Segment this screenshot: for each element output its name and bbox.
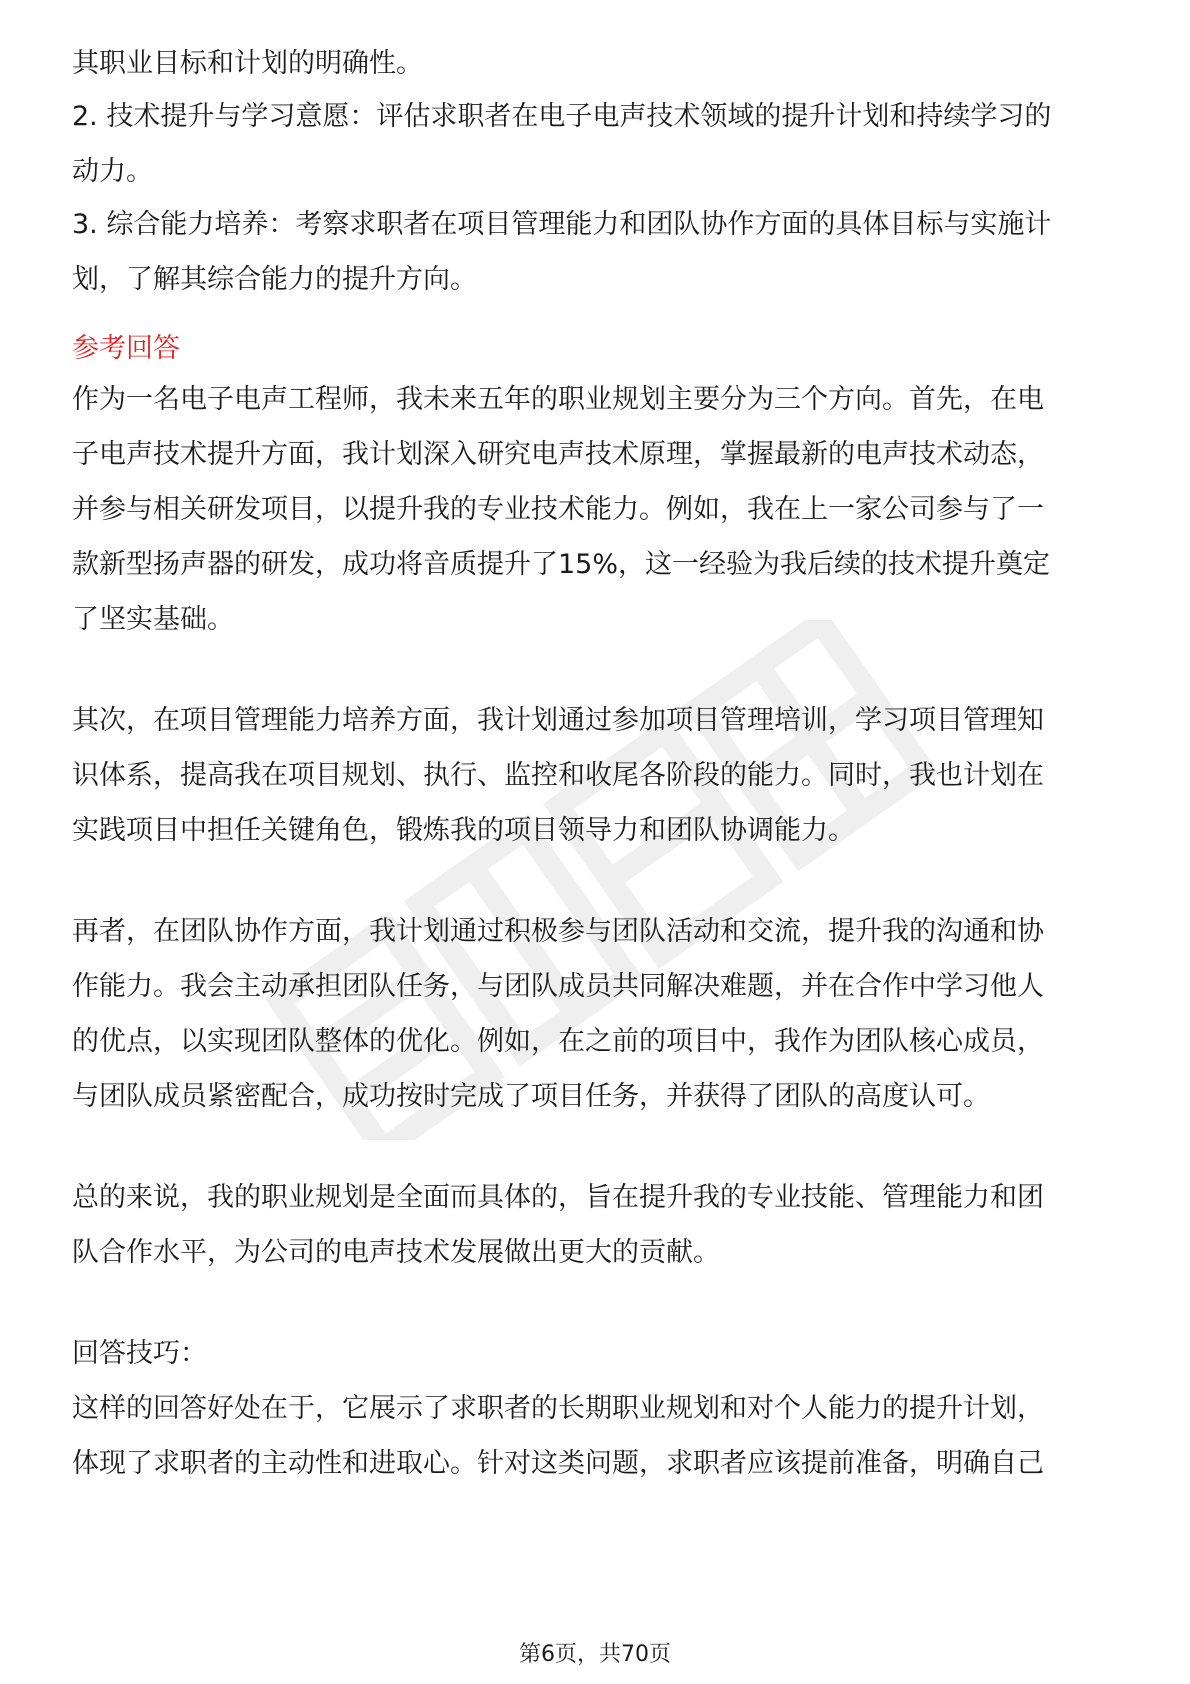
intro-paragraph [72, 44, 1122, 83]
text-line: 2. 技术提升与学习意愿：评估求职者在电子电声技术领域的提升计划和持续学习的 [72, 101, 1052, 132]
text-line: 子电声技术提升方面，我计划深入研究电声技术原理，掌握最新的电声技术动态， [72, 439, 1044, 470]
text-line: 了坚实基础。 [72, 604, 234, 635]
answer-paragraph-4 [72, 1178, 1122, 1272]
text-line: 作为一名电子电声工程师，我未来五年的职业规划主要分为三个方向。首先，在电 [72, 384, 1044, 415]
answer-paragraph-1 [72, 380, 1122, 639]
text-line: 总的来说，我的职业规划是全面而具体的，旨在提升我的专业技能、管理能力和团 [72, 1182, 1044, 1213]
text-line: 3. 综合能力培养：考察求职者在项目管理能力和团队协作方面的具体目标与实施计 [72, 209, 1052, 240]
page-footer: 第6页，共70页 [519, 1642, 671, 1667]
paragraph-gap [72, 864, 1122, 912]
answer-paragraph-2 [72, 701, 1122, 850]
paragraph-gap [72, 1130, 1122, 1178]
text-line: 识体系，提高我在项目规划、执行、监控和收尾各阶段的能力。同时，我也计划在 [72, 760, 1044, 791]
point-3 [72, 205, 1122, 299]
text-line: 款新型扬声器的研发，成功将音质提升了15%，这一经验为我后续的技术提升奠定 [72, 549, 1051, 580]
answer-heading: 参考回答 [72, 333, 180, 364]
text-line: 实践项目中担任关键角色，锻炼我的项目领导力和团队协调能力。 [72, 815, 855, 846]
text-line: 其次，在项目管理能力培养方面，我计划通过参加项目管理培训，学习项目管理知 [72, 705, 1044, 736]
text-line: 这样的回答好处在于，它展示了求职者的长期职业规划和对个人能力的提升计划， [72, 1393, 1044, 1424]
text-line: 划，了解其综合能力的提升方向。 [72, 264, 477, 295]
document-body [72, 44, 1122, 1497]
tips-section [72, 1334, 1122, 1483]
text-line: 的优点，以实现团队整体的优化。例如，在之前的项目中，我作为团队核心成员， [72, 1026, 1044, 1057]
point-2 [72, 97, 1122, 191]
text-line: 动力。 [72, 156, 153, 187]
text-line: 并参与相关研发项目，以提升我的专业技术能力。例如，我在上一家公司参与了一 [72, 494, 1044, 525]
text-line: 体现了求职者的主动性和进取心。针对这类问题，求职者应该提前准备，明确自己 [72, 1448, 1044, 1479]
paragraph-gap [72, 1286, 1122, 1334]
paragraph-gap [72, 653, 1122, 701]
text-line: 再者，在团队协作方面，我计划通过积极参与团队活动和交流，提升我的沟通和协 [72, 916, 1044, 947]
tips-heading: 回答技巧： [72, 1338, 207, 1369]
text-line: 作能力。我会主动承担团队任务，与团队成员共同解决难题，并在合作中学习他人 [72, 971, 1044, 1002]
text-line: 与团队成员紧密配合，成功按时完成了项目任务，并获得了团队的高度认可。 [72, 1081, 990, 1112]
answer-paragraph-3 [72, 912, 1122, 1116]
text-line: 队合作水平，为公司的电声技术发展做出更大的贡献。 [72, 1237, 720, 1268]
text-line: 其职业目标和计划的明确性。 [72, 48, 423, 79]
